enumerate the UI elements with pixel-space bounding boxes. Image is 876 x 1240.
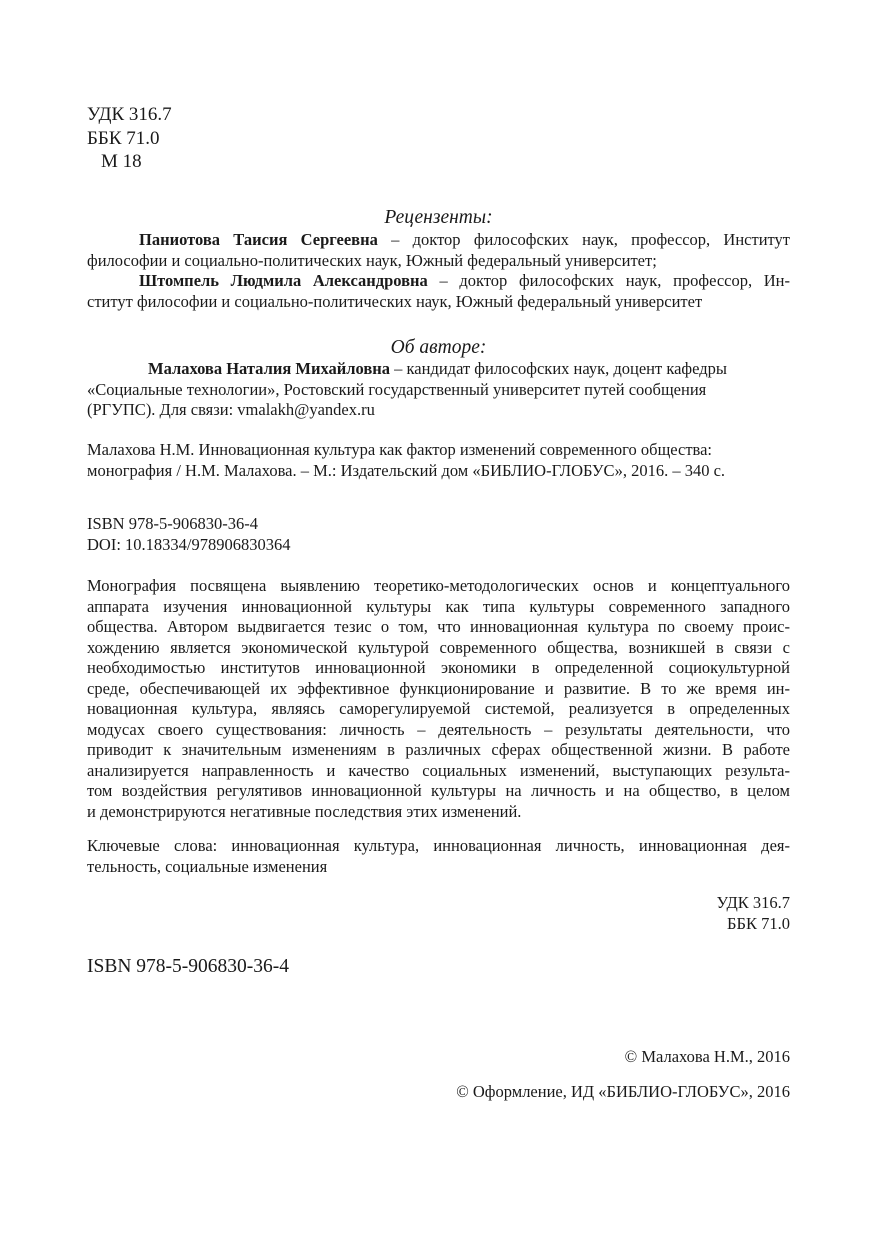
abstract-line: Монография посвящена выявлению теоретико-методологических основ и концептуального (87, 576, 790, 595)
author-line-2: «Социальные технологии», Ростовский государственный университет путей сообщения (87, 379, 707, 399)
footer-bbk-code: ББК 71.0 (727, 913, 790, 933)
abstract-line: общества. Автором выдвигается тезис о том, что инновационная культура по своему проис- (87, 617, 790, 636)
abstract-line: и демонстрируются негативные последствия этих изменений. (87, 801, 522, 821)
udk-code: УДК 316.7 (87, 104, 172, 125)
citation-line-1: Малахова Н.М. Инновационная культура как фактор изменений современного общества: (87, 440, 713, 459)
copyright-design: © Оформление, ИД «БИБЛИО-ГЛОБУС», 2016 (456, 1082, 790, 1101)
abstract-line: том воздействия регулятивов инновационной культуры на личность и на общество, в целом (87, 781, 790, 800)
isbn-large: ISBN 978-5-906830-36-4 (87, 956, 290, 977)
keywords (87, 836, 790, 877)
bibliographic-citation (87, 440, 790, 481)
reviewer-2-line-1: Штомпель Людмила Александровна – доктор философских наук, профессор, Ин- (139, 271, 790, 290)
copyright-author: © Малахова Н.М., 2016 (624, 1047, 790, 1066)
doi: DOI: 10.18334/978906830364 (87, 534, 291, 554)
reviewer-1-name: Паниотова Таисия Сергеевна (139, 230, 378, 249)
isbn: ISBN 978-5-906830-36-4 (87, 514, 258, 533)
abstract-line: необходимостью институтов инновационной экономики в определенной социокультурной (87, 658, 790, 677)
author-line-3: (РГУПС). Для связи: vmalakh@yandex.ru (87, 400, 375, 419)
classification-codes (87, 103, 790, 174)
bbk-code: ББК 71.0 (87, 127, 160, 149)
abstract-line: модусах своего существования: личность – деятельность – результаты деятельности, что (87, 719, 790, 739)
identifiers (87, 514, 790, 555)
abstract-line: среде, обеспечивающей их эффективное функционирование и развитие. В то же время ин- (87, 678, 790, 698)
reviewer-1-line-2: философии и социально-политических наук, Южный федеральный университет; (87, 250, 657, 270)
abstract-line: новационная культура, являясь саморегулируемой системой, реализуется в определенных (87, 699, 790, 718)
author-mark: М 18 (101, 151, 142, 172)
abstract (87, 576, 790, 822)
footer-udk-code: УДК 316.7 (716, 893, 790, 912)
abstract-line: хождению является экономической культурой современного общества, возникшей в связи с (87, 637, 790, 657)
abstract-line: анализируется направленность и качество социальных изменений, выступающих результа- (87, 760, 790, 780)
author-section (87, 359, 790, 421)
footer-classification-codes (87, 893, 790, 934)
reviewer-1-line-1: Паниотова Таисия Сергеевна – доктор философских наук, профессор, Институт (139, 230, 790, 249)
keywords-line-1: Ключевые слова: инновационная культура, инновационная личность, инновационная дея- (87, 836, 790, 855)
reviewers-section (87, 230, 790, 312)
reviewers-heading: Рецензенты: (384, 207, 493, 228)
reviewer-2-name: Штомпель Людмила Александровна (139, 271, 428, 290)
abstract-line: приводит к значительным изменениям в различных сферах общественной жизни. В работе (87, 740, 790, 759)
citation-line-2: монография / Н.М. Малахова. – М.: Издательский дом «БИБЛИО-ГЛОБУС», 2016. – 340 с. (87, 460, 726, 480)
abstract-line: аппарата изучения инновационной культуры как типа культуры современного западного (87, 596, 790, 616)
reviewer-2-line-2: ститут философии и социально-политических наук, Южный федеральный университет (87, 291, 703, 311)
author-name: Малахова Наталия Михайловна (148, 359, 391, 378)
author-line-1: Малахова Наталия Михайловна – кандидат философских наук, доцент кафедры (148, 359, 727, 378)
author-heading: Об авторе: (390, 337, 487, 358)
keywords-line-2: тельность, социальные изменения (87, 856, 328, 876)
